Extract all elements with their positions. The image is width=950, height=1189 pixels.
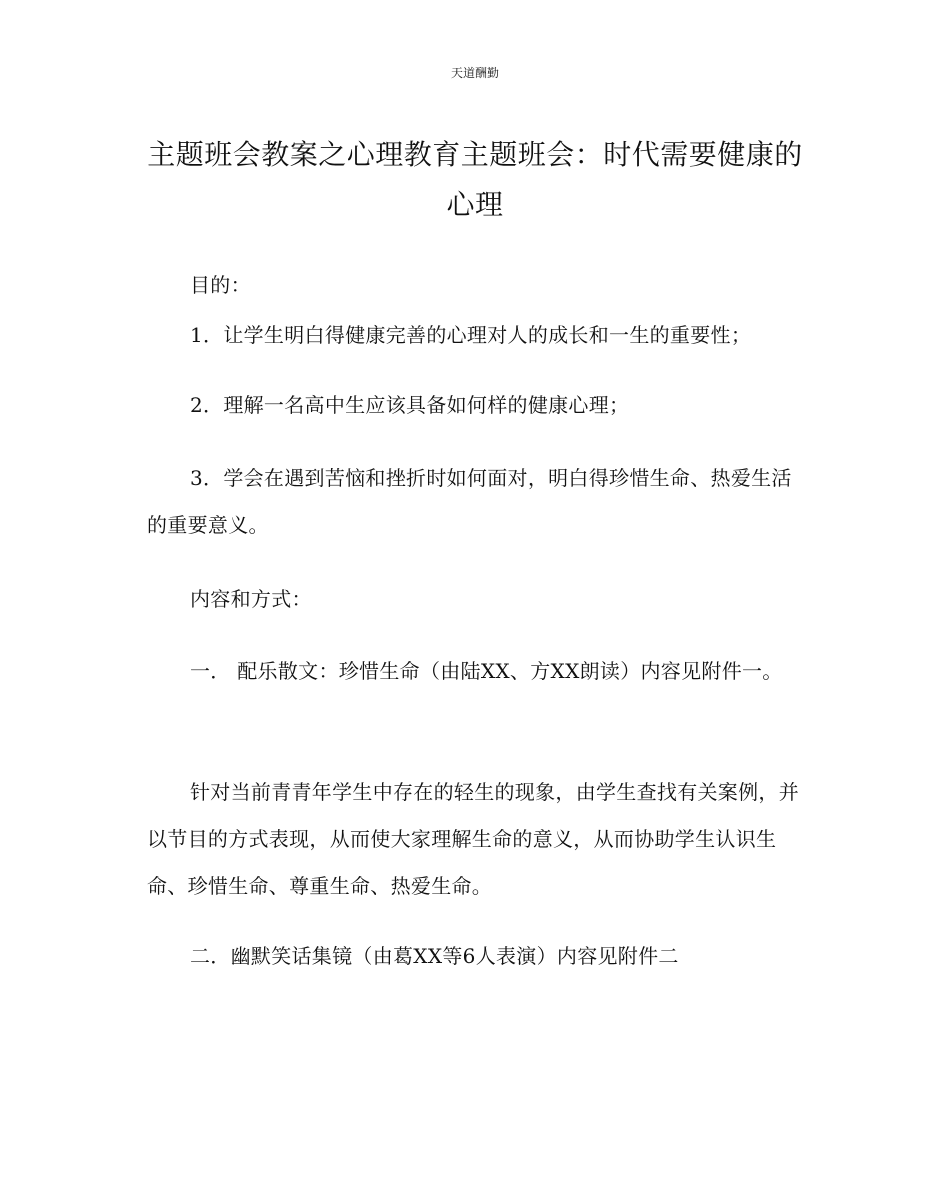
page-header: 天道酬勤 xyxy=(450,66,499,80)
paragraph-content-heading: 内容和方式： xyxy=(190,587,312,611)
title-line-1: 主题班会教案之心理教育主题班会：时代需要健康的 xyxy=(147,138,803,171)
paragraph-purpose-3: 3．学会在遇到苦恼和挫折时如何面对，明白得珍惜生命、热爱生活的重要意义。 xyxy=(147,466,792,537)
paragraph-purpose-heading: 目的： xyxy=(190,273,251,297)
paragraph-item-2: 二．幽默笑话集镜（由葛XX等6人表演）内容见附件二 xyxy=(190,944,679,968)
document-title xyxy=(120,130,830,230)
title-line-2: 心理 xyxy=(446,188,504,221)
paragraph-purpose-1: 1．让学生明白得健康完善的心理对人的成长和一生的重要性； xyxy=(190,323,752,347)
paragraph-item-1-description: 针对当前青青年学生中存在的轻生的现象，由学生查找有关案例，并以节目的方式表现，从而使大家理解生命的意义，从而协助学生认识生命、珍惜生命、尊重生命、热爱生命。 xyxy=(147,780,799,898)
paragraph-purpose-2: 2．理解一名高中生应该具备如何样的健康心理； xyxy=(190,393,630,417)
paragraph-item-1: 一． 配乐散文：珍惜生命（由陆XX、方XX朗读）内容见附件一。 xyxy=(190,659,783,683)
